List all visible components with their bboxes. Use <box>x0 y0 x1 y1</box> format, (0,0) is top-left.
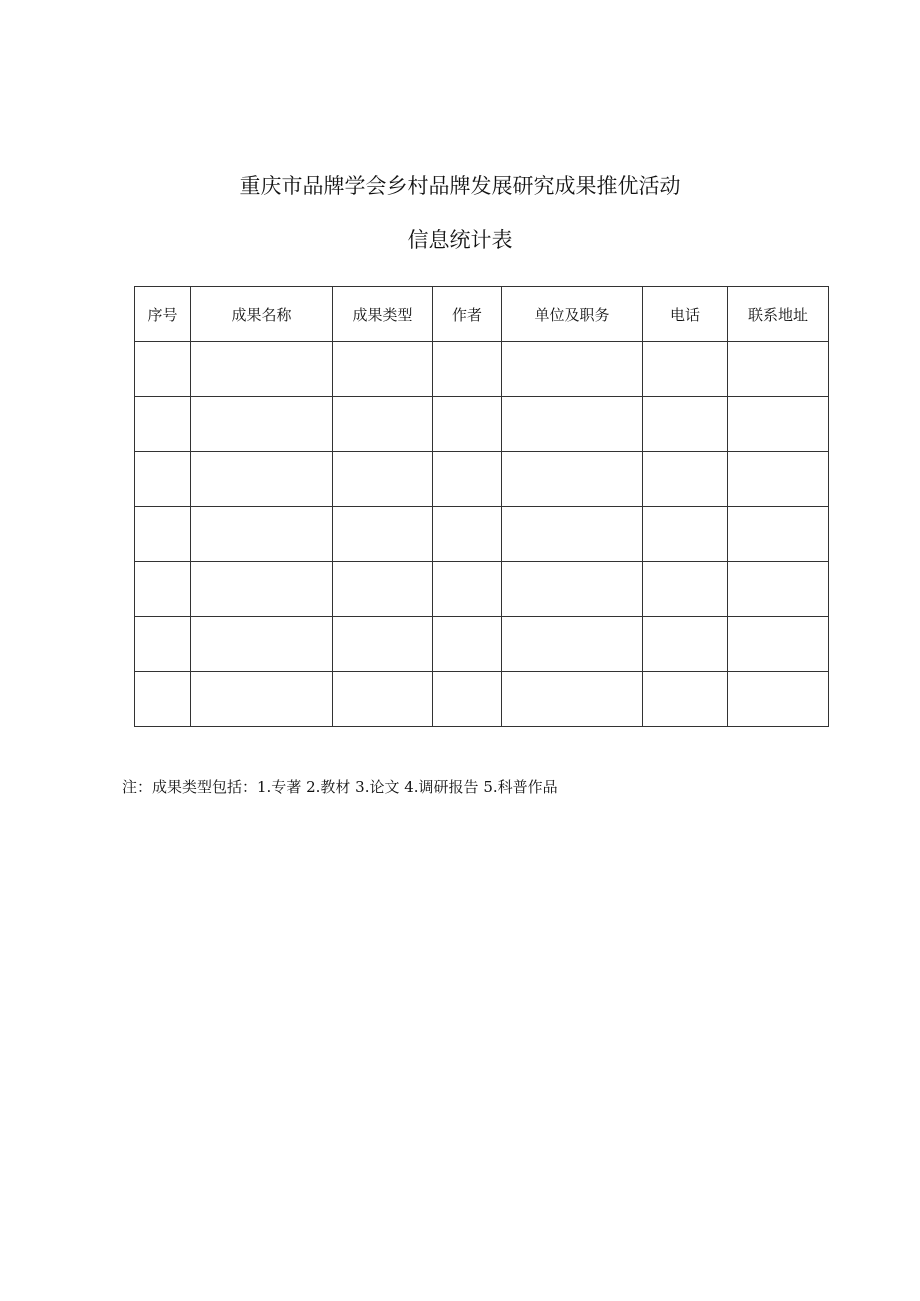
cell-achievement-type[interactable] <box>333 342 433 397</box>
cell-author[interactable] <box>433 562 502 617</box>
cell-achievement-name[interactable] <box>191 672 333 727</box>
cell-unit-and-position[interactable] <box>502 617 643 672</box>
cell-unit-and-position[interactable] <box>502 452 643 507</box>
cell-achievement-name[interactable] <box>191 342 333 397</box>
page-title: 重庆市品牌学会乡村品牌发展研究成果推优活动 <box>239 174 681 198</box>
cell-phone[interactable] <box>643 507 728 562</box>
cell-author[interactable] <box>433 342 502 397</box>
cell-unit-and-position[interactable] <box>502 397 643 452</box>
cell-serial-number[interactable] <box>135 617 191 672</box>
header-unit-and-position: 单位及职务 <box>502 287 643 342</box>
cell-achievement-name[interactable] <box>191 617 333 672</box>
cell-achievement-type[interactable] <box>333 397 433 452</box>
cell-unit-and-position[interactable] <box>502 562 643 617</box>
header-serial-number: 序号 <box>135 287 191 342</box>
cell-contact-address[interactable] <box>728 342 829 397</box>
cell-serial-number[interactable] <box>135 507 191 562</box>
cell-phone[interactable] <box>643 562 728 617</box>
cell-achievement-type[interactable] <box>333 507 433 562</box>
cell-unit-and-position[interactable] <box>502 507 643 562</box>
cell-author[interactable] <box>433 452 502 507</box>
cell-author[interactable] <box>433 397 502 452</box>
table-row <box>135 672 829 727</box>
cell-contact-address[interactable] <box>728 397 829 452</box>
cell-achievement-type[interactable] <box>333 452 433 507</box>
table-body <box>135 342 829 727</box>
cell-phone[interactable] <box>643 342 728 397</box>
cell-achievement-type[interactable] <box>333 562 433 617</box>
header-achievement-name: 成果名称 <box>191 287 333 342</box>
cell-achievement-name[interactable] <box>191 507 333 562</box>
table-row <box>135 342 829 397</box>
cell-serial-number[interactable] <box>135 342 191 397</box>
cell-achievement-type[interactable] <box>333 617 433 672</box>
cell-phone[interactable] <box>643 672 728 727</box>
cell-serial-number[interactable] <box>135 672 191 727</box>
cell-author[interactable] <box>433 617 502 672</box>
achievement-type-note: 注：成果类型包括：1.专著 2.教材 3.论文 4.调研报告 5.科普作品 <box>122 778 558 796</box>
cell-contact-address[interactable] <box>728 452 829 507</box>
info-statistics-table <box>134 286 829 727</box>
table-row <box>135 452 829 507</box>
cell-phone[interactable] <box>643 397 728 452</box>
page-subtitle: 信息统计表 <box>407 228 513 252</box>
table-header <box>135 287 829 342</box>
cell-serial-number[interactable] <box>135 562 191 617</box>
cell-author[interactable] <box>433 672 502 727</box>
header-contact-address: 联系地址 <box>728 287 829 342</box>
cell-achievement-type[interactable] <box>333 672 433 727</box>
cell-unit-and-position[interactable] <box>502 672 643 727</box>
header-author: 作者 <box>433 287 502 342</box>
table-row <box>135 562 829 617</box>
table-row <box>135 507 829 562</box>
cell-serial-number[interactable] <box>135 397 191 452</box>
cell-achievement-name[interactable] <box>191 562 333 617</box>
table-row <box>135 397 829 452</box>
cell-phone[interactable] <box>643 617 728 672</box>
header-row <box>135 287 829 342</box>
cell-phone[interactable] <box>643 452 728 507</box>
cell-contact-address[interactable] <box>728 617 829 672</box>
cell-serial-number[interactable] <box>135 452 191 507</box>
header-achievement-type: 成果类型 <box>333 287 433 342</box>
cell-author[interactable] <box>433 507 502 562</box>
cell-achievement-name[interactable] <box>191 397 333 452</box>
table-row <box>135 617 829 672</box>
cell-achievement-name[interactable] <box>191 452 333 507</box>
header-phone: 电话 <box>643 287 728 342</box>
cell-unit-and-position[interactable] <box>502 342 643 397</box>
cell-contact-address[interactable] <box>728 562 829 617</box>
cell-contact-address[interactable] <box>728 507 829 562</box>
cell-contact-address[interactable] <box>728 672 829 727</box>
